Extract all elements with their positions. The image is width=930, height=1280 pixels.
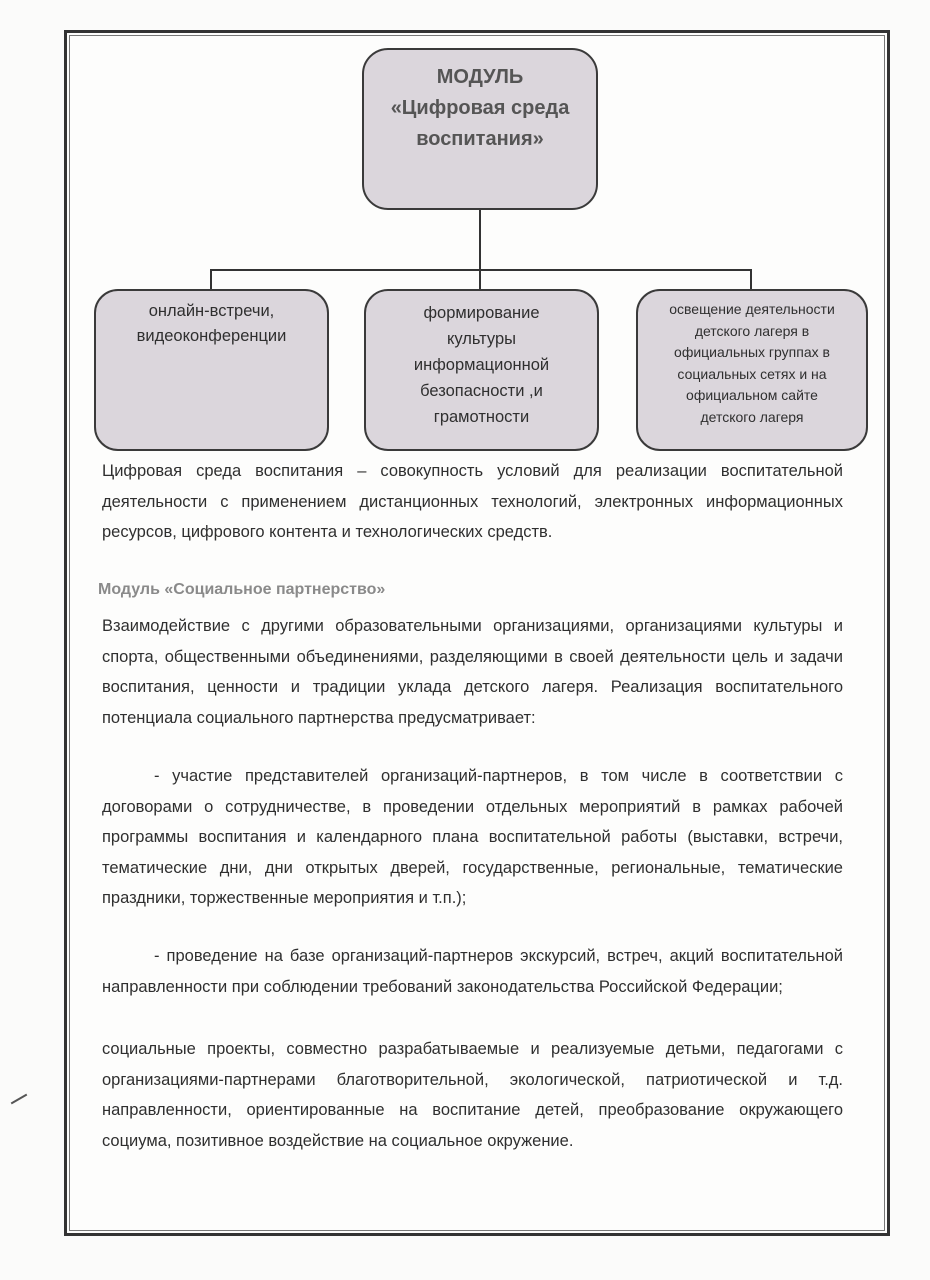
box-line: официальных группах в — [674, 344, 830, 360]
box-line: детского лагеря — [700, 408, 804, 425]
list-item-social-projects: социальные проекты, совместно разрабатываемые и реализуемые детьми, педагогами с организациями-партнерами благотворительной, экологической, патриотической и т.д. направленности, ориентированные на воспитание детей, преобразование окружающего социума, позитивное воздействие на социальное окружение. — [102, 1040, 843, 1150]
section-heading: Модуль «Социальное партнерство» — [98, 581, 386, 598]
box-line: освещение деятельности — [669, 301, 835, 317]
module-title-line-3: воспитания» — [416, 128, 544, 150]
box-line: культуры — [446, 330, 517, 348]
box-line: грамотности — [433, 408, 530, 426]
branch-box-social-media — [636, 289, 868, 451]
box-line: видеоконференции — [136, 327, 287, 345]
module-title-line-1: МОДУЛЬ — [436, 66, 524, 88]
branch-box-online-meetings — [94, 289, 329, 451]
connector-center — [479, 269, 481, 290]
box-line: официальном сайте — [686, 387, 818, 403]
list-item-excursions: - проведение на базе организаций-партнеров экскурсий, встреч, акций воспитательной направленности при соблюдении требований законодательства Российской Федерации; — [102, 947, 843, 996]
connector-vertical-top — [479, 210, 481, 270]
box-line: онлайн-встречи, — [148, 302, 275, 320]
connector-right — [750, 269, 752, 290]
module-title-box — [362, 48, 598, 210]
box-line: формирование — [423, 304, 540, 322]
definition-paragraph: Цифровая среда воспитания – совокупность условий для реализации воспитательной деятельности с применением дистанционных технологий, электронных информационных ресурсов, цифрового контента и технологических средств. — [102, 462, 843, 541]
connector-left — [210, 269, 212, 290]
intro-paragraph: Взаимодействие с другими образовательными организациями, организациями культуры и спорта, общественными объединениями, разделяющими в своей деятельности цель и задачи воспитания, ценности и традиции уклада детского лагеря. Реализация воспитательного потенциала социального партнерства предусматривает: — [102, 617, 843, 727]
box-line: детского лагеря в — [694, 322, 810, 339]
module-title-line-2: «Цифровая среда — [390, 97, 570, 119]
branch-box-info-security — [364, 289, 599, 451]
box-line: информационной — [413, 356, 550, 374]
list-item-participation: - участие представителей организаций-партнеров, в том числе в соответствии с договорами о сотрудничестве, в проведении отдельных мероприятий в рамках рабочей программы воспитания и календарного плана воспитательной работы (выставки, встречи, тематические дни, дни открытых дверей, государственные, региональные, тематические праздники, торжественные мероприятия и т.п.); — [102, 767, 843, 907]
box-line: социальных сетях и на — [677, 365, 827, 382]
pen-mark — [11, 1094, 28, 1105]
connector-horizontal — [210, 269, 752, 271]
box-line: безопасности ,и — [420, 382, 543, 400]
